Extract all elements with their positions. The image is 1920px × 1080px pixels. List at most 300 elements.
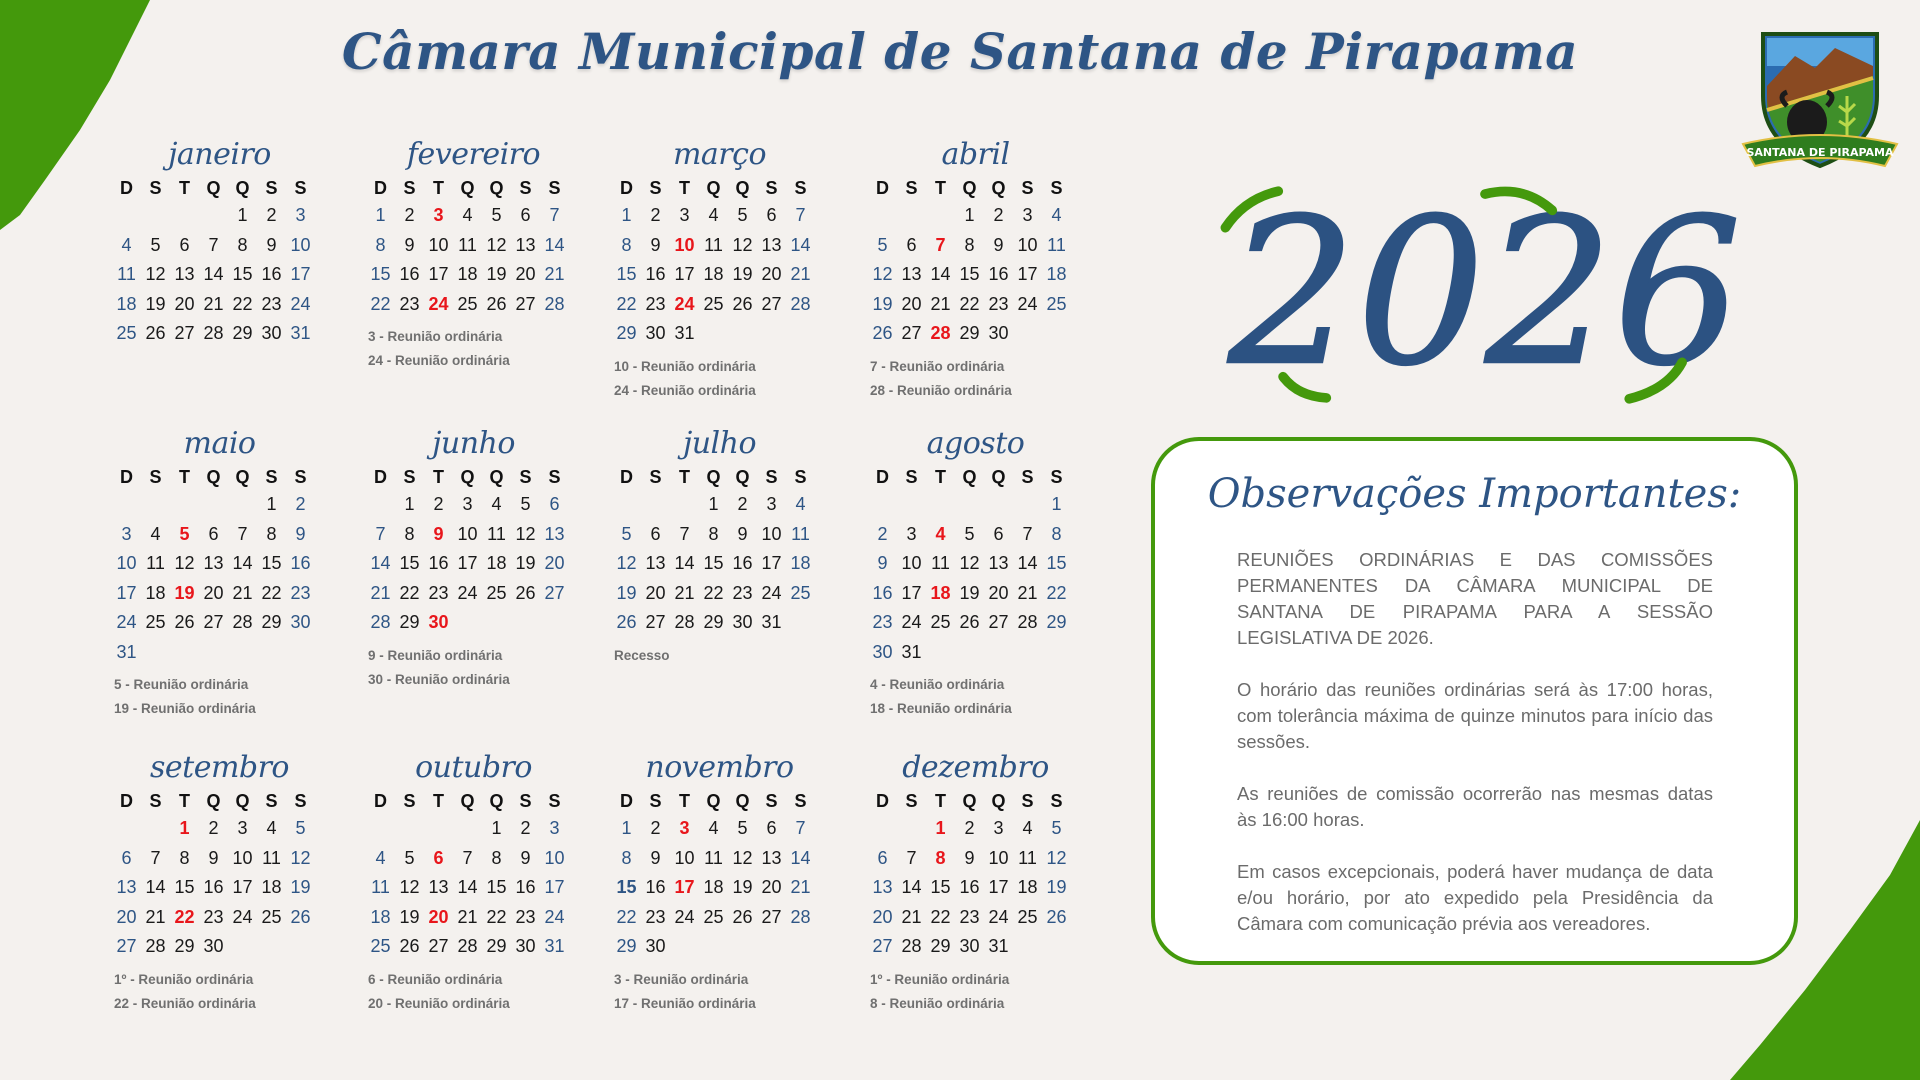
calendar-week-row (612, 520, 817, 550)
calendar-day: 21 (790, 264, 811, 284)
calendar-day: 21 (930, 293, 951, 314)
calendar-day: 12 (290, 847, 311, 868)
calendar-week-row (868, 319, 1073, 349)
weekday-header-row (612, 464, 817, 490)
empty-day (228, 490, 257, 520)
calendar-day: 9 (737, 523, 748, 544)
calendar-day: 17 (988, 877, 1009, 897)
calendar-week-row (868, 579, 1073, 609)
weekday-header: Q (460, 467, 475, 487)
empty-day (395, 814, 424, 844)
calendar-day: 25 (261, 906, 282, 927)
calendar-day: 17 (674, 264, 695, 284)
calendar-day: 7 (1022, 523, 1033, 544)
calendar-day: 4 (708, 818, 719, 838)
calendar-week-row (112, 844, 317, 874)
calendar-week-row (112, 319, 317, 349)
calendar-day: 22 (616, 293, 637, 314)
calendar-day: 25 (457, 293, 478, 314)
meeting-note: 10 - Reunião ordinária (614, 358, 756, 374)
calendar-day: 13 (872, 877, 893, 897)
month-name: agosto (926, 426, 1025, 461)
month-notes (366, 325, 571, 373)
calendar-week-row (868, 490, 1073, 520)
calendar-day: 23 (959, 906, 980, 927)
weekday-header: Q (706, 791, 721, 811)
empty-day (1013, 319, 1042, 349)
calendar-day: 29 (616, 936, 637, 956)
meeting-note: 20 - Reunião ordinária (368, 995, 510, 1011)
weekday-header: T (433, 467, 444, 487)
month-notes (612, 968, 817, 1016)
calendar-day: 23 (428, 582, 449, 603)
calendar-day: 17 (901, 582, 922, 603)
calendar-day: 22 (486, 906, 507, 927)
calendar-week-row (366, 520, 571, 550)
meeting-note: 28 - Reunião ordinária (870, 382, 1012, 398)
empty-day (926, 490, 955, 520)
calendar-day: 11 (704, 234, 723, 255)
calendar-day: 5 (621, 523, 632, 544)
calendar-day: 20 (203, 582, 224, 603)
weekday-header: Q (235, 791, 250, 811)
meeting-day: 8 (935, 847, 946, 868)
weekday-header: S (1050, 178, 1063, 198)
calendar-day: 7 (462, 847, 473, 868)
calendar-week-row (868, 932, 1073, 962)
calendar-day: 23 (203, 906, 224, 927)
calendar-day: 8 (491, 847, 502, 868)
meeting-note: 9 - Reunião ordinária (368, 647, 503, 663)
meeting-note: 8 - Reunião ordinária (870, 995, 1005, 1011)
weekday-header: S (265, 178, 278, 198)
calendar-week-row (366, 814, 571, 844)
calendar-day: 16 (399, 264, 420, 284)
calendar-day: 24 (232, 906, 253, 927)
weekday-header: Q (962, 178, 977, 198)
calendar-day: 22 (959, 293, 980, 314)
month-name: fevereiro (406, 137, 541, 172)
calendar-day: 17 (290, 264, 311, 284)
weekday-header: S (649, 467, 662, 487)
weekday-header: S (548, 467, 561, 487)
calendar-day: 16 (428, 553, 449, 573)
empty-day (868, 201, 897, 231)
weekday-header: S (794, 178, 807, 198)
calendar-day: 28 (901, 936, 922, 956)
empty-day (453, 608, 482, 638)
meeting-note: Recesso (614, 647, 670, 663)
calendar-week-row (366, 231, 571, 261)
meeting-note: 7 - Reunião ordinária (870, 358, 1005, 374)
calendar-day: 19 (1046, 877, 1067, 897)
calendar-day: 5 (295, 818, 306, 838)
calendar-day: 1 (621, 205, 632, 225)
calendar-day: 5 (877, 234, 888, 255)
calendar-day: 26 (732, 293, 753, 314)
empty-day (612, 490, 641, 520)
calendar-day: 8 (179, 847, 190, 868)
calendar-week-row (112, 290, 317, 320)
meeting-note: 30 - Reunião ordinária (368, 671, 510, 687)
weekday-header: S (294, 467, 307, 487)
calendar-day: 6 (179, 234, 190, 255)
calendar-day: 9 (877, 553, 888, 573)
calendar-day: 10 (457, 523, 478, 544)
calendar-day: 27 (872, 936, 893, 956)
empty-day (926, 201, 955, 231)
weekday-header: T (179, 791, 190, 811)
calendar-day: 2 (650, 818, 661, 838)
calendar-day: 23 (732, 582, 753, 603)
calendar-day: 28 (457, 936, 478, 956)
weekday-header: S (905, 467, 918, 487)
calendar-week-row (868, 608, 1073, 638)
calendar-week-row (112, 231, 317, 261)
empty-day (112, 490, 141, 520)
calendar-day: 8 (708, 523, 719, 544)
calendar-day: 8 (266, 523, 277, 544)
calendar-day: 27 (116, 936, 137, 956)
calendar-day: 5 (520, 494, 531, 514)
calendar-day: 10 (232, 847, 253, 868)
weekday-header: S (265, 467, 278, 487)
calendar-day: 16 (732, 553, 753, 573)
weekday-header: S (765, 791, 778, 811)
calendar-day: 1 (266, 494, 277, 514)
calendar-day: 18 (1017, 877, 1038, 897)
empty-day (699, 932, 728, 962)
calendar-day: 17 (428, 264, 449, 284)
month-junho (366, 424, 571, 692)
calendar-day: 30 (290, 612, 311, 632)
calendar-day: 3 (1022, 205, 1033, 225)
calendar-week-row (112, 490, 317, 520)
calendar-day: 27 (901, 323, 922, 343)
calendar-day: 20 (645, 582, 666, 603)
calendar-day: 7 (150, 847, 161, 868)
calendar-week-row (366, 844, 571, 874)
calendar-day: 22 (261, 582, 282, 603)
calendar-day: 1 (237, 205, 248, 225)
weekday-header: S (1050, 467, 1063, 487)
calendar-day: 7 (208, 234, 219, 255)
empty-day (141, 638, 170, 668)
calendar-day: 27 (761, 906, 782, 927)
calendar-week-row (612, 844, 817, 874)
calendar-week-row (612, 932, 817, 962)
calendar-day: 3 (766, 494, 777, 514)
calendar-day: 11 (931, 553, 950, 573)
weekday-header: S (519, 791, 532, 811)
calendar-day: 15 (930, 877, 951, 897)
empty-day (955, 490, 984, 520)
calendar-week-row (868, 290, 1073, 320)
calendar-day: 9 (266, 234, 277, 255)
calendar-day: 19 (732, 877, 753, 897)
weekday-header: S (649, 178, 662, 198)
calendar-day: 16 (872, 582, 893, 603)
calendar-day: 31 (290, 323, 311, 343)
calendar-day: 17 (116, 582, 137, 603)
calendar-day: 9 (520, 847, 531, 868)
calendar-day: 31 (544, 936, 565, 956)
calendar-day: 15 (703, 553, 724, 573)
empty-day (897, 814, 926, 844)
meeting-note: 24 - Reunião ordinária (614, 382, 756, 398)
calendar-day: 7 (906, 847, 917, 868)
calendar-day: 12 (174, 553, 195, 573)
calendar-day: 15 (232, 264, 253, 284)
month-name: julho (682, 426, 757, 461)
calendar-day: 3 (121, 523, 132, 544)
calendar-day: 13 (174, 264, 195, 284)
weekday-header-row (366, 175, 571, 201)
calendar-day: 14 (145, 877, 166, 897)
weekday-header-row (112, 175, 317, 201)
calendar-day: 16 (959, 877, 980, 897)
calendar-day: 29 (959, 323, 980, 343)
calendar-day: 7 (237, 523, 248, 544)
month-notes (366, 968, 571, 1016)
month-name: janeiro (168, 137, 271, 172)
calendar-day: 31 (674, 323, 695, 343)
weekday-header: Q (206, 467, 221, 487)
calendar-day: 9 (295, 523, 306, 544)
calendar-day: 28 (674, 612, 695, 632)
calendar-day: 28 (370, 612, 391, 632)
calendar-week-row (366, 290, 571, 320)
weekday-header: T (433, 178, 444, 198)
calendar-day: 2 (433, 494, 444, 514)
calendar-day: 20 (544, 553, 565, 573)
empty-day (511, 608, 540, 638)
calendar-day: 3 (295, 205, 306, 225)
calendar-day: 30 (515, 936, 536, 956)
calendar-day: 29 (703, 612, 724, 632)
calendar-week-row (112, 260, 317, 290)
calendar-day: 31 (988, 936, 1009, 956)
calendar-day: 4 (462, 205, 473, 225)
weekday-header: D (120, 178, 133, 198)
empty-day (286, 932, 315, 962)
weekday-header: S (519, 178, 532, 198)
calendar-day: 26 (616, 612, 637, 632)
meeting-day: 24 (674, 293, 695, 314)
calendar-day: 10 (544, 847, 565, 868)
empty-day (670, 932, 699, 962)
calendar-day: 10 (116, 553, 137, 573)
month-dezembro (868, 748, 1073, 1016)
weekday-header: Q (991, 467, 1006, 487)
empty-day (141, 201, 170, 231)
calendar-day: 2 (737, 494, 748, 514)
calendar-day: 5 (150, 234, 161, 255)
calendar-week-row (612, 319, 817, 349)
calendar-day: 6 (121, 847, 132, 868)
calendar-day: 29 (616, 323, 637, 343)
svg-text:2026: 2026 (1228, 175, 1742, 411)
calendar-day: 4 (795, 494, 806, 514)
empty-day (728, 319, 757, 349)
empty-day (757, 932, 786, 962)
month-notes (366, 644, 571, 692)
empty-day (699, 319, 728, 349)
weekday-header: S (519, 467, 532, 487)
calendar-day: 12 (1046, 847, 1067, 868)
calendar-day: 26 (174, 612, 195, 632)
calendar-day: 28 (145, 936, 166, 956)
calendar-day: 21 (790, 877, 811, 897)
calendar-day: 23 (645, 906, 666, 927)
weekday-header: Q (962, 791, 977, 811)
empty-day (1013, 490, 1042, 520)
empty-day (1042, 932, 1071, 962)
calendar-week-row (612, 814, 817, 844)
holiday-day: 15 (616, 877, 637, 897)
month-notes (612, 644, 817, 668)
weekday-header: D (620, 467, 633, 487)
calendar-week-row (112, 201, 317, 231)
weekday-header: S (294, 791, 307, 811)
meeting-day: 19 (174, 582, 195, 603)
calendar-day: 26 (732, 906, 753, 927)
calendar-day: 5 (737, 818, 748, 838)
calendar-day: 19 (399, 906, 420, 927)
empty-day (366, 814, 395, 844)
calendar-day: 26 (399, 936, 420, 956)
calendar-week-row (868, 260, 1073, 290)
calendar-day: 8 (1051, 523, 1062, 544)
calendar-day: 18 (790, 553, 811, 573)
svg-text:SANTANA DE PIRAPAMA: SANTANA DE PIRAPAMA (1746, 146, 1894, 159)
weekday-header: Q (991, 178, 1006, 198)
calendar-day: 2 (208, 818, 219, 838)
calendar-day: 18 (703, 264, 724, 284)
calendar-day: 24 (290, 293, 311, 314)
calendar-day: 6 (877, 847, 888, 868)
weekday-header: D (876, 178, 889, 198)
calendar-day: 13 (988, 553, 1009, 573)
weekday-header: S (1021, 791, 1034, 811)
calendar-day: 15 (616, 264, 637, 284)
weekday-header: Q (235, 178, 250, 198)
meeting-note: 19 - Reunião ordinária (114, 701, 256, 716)
calendar-day: 24 (457, 582, 478, 603)
weekday-header-row (868, 464, 1073, 490)
calendar-day: 2 (964, 818, 975, 838)
calendar-day: 22 (616, 906, 637, 927)
calendar-day: 8 (621, 847, 632, 868)
weekday-header: Q (460, 791, 475, 811)
weekday-header: T (433, 791, 444, 811)
month-notes (112, 968, 317, 1016)
calendar-week-row (366, 932, 571, 962)
empty-day (670, 490, 699, 520)
empty-day (257, 638, 286, 668)
empty-day (170, 201, 199, 231)
empty-day (641, 490, 670, 520)
empty-day (228, 932, 257, 962)
empty-day (482, 608, 511, 638)
weekday-header: T (179, 178, 190, 198)
calendar-day: 24 (544, 906, 565, 927)
weekday-header: D (876, 467, 889, 487)
calendar-day: 14 (370, 553, 391, 573)
calendar-week-row (612, 490, 817, 520)
calendar-week-row (612, 549, 817, 579)
weekday-header-row (868, 175, 1073, 201)
calendar-day: 24 (988, 906, 1009, 927)
calendar-day: 26 (872, 323, 893, 343)
calendar-day: 16 (988, 264, 1009, 284)
empty-day (955, 638, 984, 668)
calendar-day: 3 (462, 494, 473, 514)
meeting-day: 18 (930, 582, 951, 603)
empty-day (170, 638, 199, 668)
empty-day (453, 814, 482, 844)
calendar-day: 5 (964, 523, 975, 544)
calendar-day: 25 (1017, 906, 1038, 927)
empty-day (728, 932, 757, 962)
calendar-day: 5 (491, 205, 502, 225)
empty-day (786, 932, 815, 962)
weekday-header: S (149, 467, 162, 487)
meeting-day: 6 (433, 847, 444, 868)
weekday-header: S (794, 791, 807, 811)
empty-day (286, 638, 315, 668)
meeting-note: 3 - Reunião ordinária (614, 971, 749, 987)
calendar-day: 24 (674, 906, 695, 927)
calendar-day: 22 (370, 293, 391, 314)
meeting-note: 4 - Reunião ordinária (870, 677, 1005, 692)
calendar-day: 27 (761, 293, 782, 314)
empty-day (1013, 638, 1042, 668)
calendar-day: 23 (399, 293, 420, 314)
meeting-day: 20 (428, 906, 449, 927)
calendar-day: 18 (703, 877, 724, 897)
weekday-header: S (765, 467, 778, 487)
calendar-day: 20 (761, 264, 782, 284)
calendar-day: 19 (616, 582, 637, 603)
year-2026-graphic (1205, 170, 1765, 420)
calendar-day: 18 (486, 553, 507, 573)
calendar-day: 2 (650, 205, 661, 225)
calendar-day: 6 (549, 494, 560, 514)
calendar-day: 5 (404, 847, 415, 868)
calendar-day: 1 (621, 818, 632, 838)
calendar-day: 3 (549, 818, 560, 838)
calendar-day: 25 (703, 906, 724, 927)
calendar-day: 22 (703, 582, 724, 603)
calendar-day: 19 (290, 877, 311, 897)
calendar-day: 2 (993, 205, 1004, 225)
calendar-day: 3 (237, 818, 248, 838)
empty-day (897, 201, 926, 231)
empty-day (257, 932, 286, 962)
calendar-day: 26 (290, 906, 311, 927)
weekday-header: S (548, 791, 561, 811)
calendar-day: 7 (795, 818, 806, 838)
calendar-day: 25 (930, 612, 951, 632)
meeting-day: 22 (174, 906, 195, 927)
month-name: outubro (415, 750, 532, 785)
weekday-header: S (1021, 467, 1034, 487)
calendar-day: 1 (375, 205, 386, 225)
calendar-week-row (612, 290, 817, 320)
month-outubro (366, 748, 571, 1016)
calendar-day: 24 (1017, 293, 1038, 314)
